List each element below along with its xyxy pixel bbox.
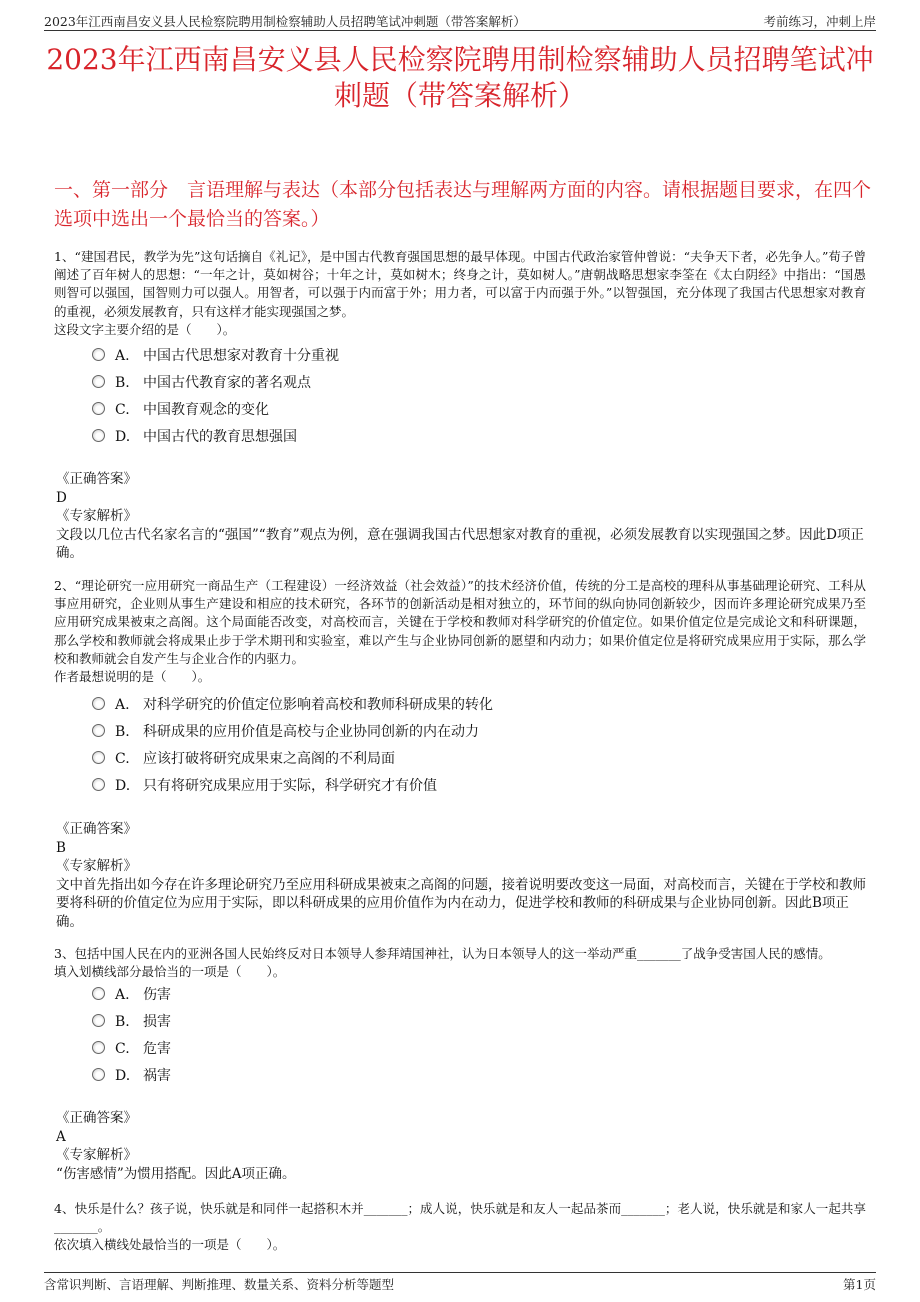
question-stem: 3、包括中国人民在内的亚洲各国人民始终反对日本领导人参拜靖国神社，认为日本领导人的这一举动严重_______了战争受害国人民的感情。 [54, 946, 831, 961]
option-b[interactable]: B. 中国古代教育家的著名观点 [92, 370, 339, 397]
question-stem: 4、快乐是什么？孩子说，快乐就是和同伴一起搭积木并_______；成人说，快乐就是和友人一起品茶而_______；老人说，快乐就是和家人一起共享_______。 [54, 1201, 866, 1235]
page-number: 第1页 [843, 1277, 876, 1292]
option-d[interactable]: D. 中国古代的教育思想强国 [92, 424, 339, 451]
radio-icon[interactable] [92, 697, 105, 710]
answer-block-3 [56, 1109, 866, 1183]
option-text: 损害 [143, 1014, 171, 1030]
answer-label: 《正确答案》 [56, 821, 137, 837]
radio-icon[interactable] [92, 1068, 105, 1081]
option-a[interactable]: A. 中国古代思想家对教育十分重视 [92, 343, 339, 370]
radio-icon[interactable] [92, 375, 105, 388]
radio-icon[interactable] [92, 751, 105, 764]
analysis-label: 《专家解析》 [56, 858, 137, 874]
answer-label: 《正确答案》 [56, 471, 137, 487]
question-2 [54, 577, 866, 686]
section-heading: 一、第一部分 言语理解与表达（本部分包括表达与理解两方面的内容。请根据题目要求，在四个选项中选出一个最恰当的答案。） [54, 179, 872, 230]
question-prompt: 这段文字主要介绍的是（ ）。 [54, 321, 236, 337]
document-title: 2023年江西南昌安义县人民检察院聘用制检察辅助人员招聘笔试冲刺题（带答案解析） [46, 43, 874, 112]
option-text: 中国古代的教育思想强国 [143, 429, 297, 445]
radio-icon[interactable] [92, 1041, 105, 1054]
radio-icon[interactable] [92, 1014, 105, 1027]
question-prompt: 依次填入横线处最恰当的一项是（ ）。 [54, 1237, 286, 1253]
question-4 [54, 1200, 866, 1255]
radio-icon[interactable] [92, 987, 105, 1000]
option-text: 中国教育观念的变化 [143, 402, 269, 418]
option-d[interactable]: D. 祸害 [92, 1063, 171, 1090]
option-a[interactable]: A. 对科学研究的价值定位影响着高校和教师科研成果的转化 [92, 692, 493, 719]
option-text: 只有将研究成果应用于实际，科学研究才有价值 [143, 778, 437, 794]
options-1 [92, 343, 339, 451]
option-text: 中国古代思想家对教育十分重视 [143, 348, 339, 364]
option-text: 危害 [143, 1041, 171, 1057]
question-stem: 1、“建国君民，教学为先”这句话摘自《礼记》，是中国古代教育强国思想的最早体现。中国古代政治家管仲曾说：“夫争天下者，必先争人。”荀子曾阐述了百年树人的思想：“一年之计，莫如树谷；十年之计，莫如树木；终身之计，莫如树人。”唐朝战略思想家李筌在《太白阴经》中指出：“国愚则智可以强国，国智则力可以强人。用智者，可以强于内而富于外；用力者，可以富于内而强于外。”以智强国，充分体现了我国古代思想家对教育的重视，必须发展教育，只有这样才能实现强国之梦。 [54, 249, 866, 319]
answer-label: 《正确答案》 [56, 1110, 137, 1126]
analysis-text: 文段以几位古代名家名言的“强国”“教育”观点为例，意在强调我国古代思想家对教育的重视，必须发展教育以实现强国之梦。因此D项正确。 [56, 526, 864, 561]
header-slogan: 考前练习，冲刺上岸 [763, 14, 876, 29]
question-1 [54, 248, 866, 339]
option-b[interactable]: B. 科研成果的应用价值是高校与企业协同创新的内在动力 [92, 719, 493, 746]
question-prompt: 作者最想说明的是（ ）。 [54, 669, 211, 685]
option-c[interactable]: C. 应该打破将研究成果束之高阁的不利局面 [92, 746, 493, 773]
option-b[interactable]: B. 损害 [92, 1009, 171, 1036]
question-prompt: 填入划横线部分最恰当的一项是（ ）。 [54, 964, 286, 980]
option-text: 伤害 [143, 987, 171, 1003]
correct-answer: D [56, 489, 67, 506]
analysis-label: 《专家解析》 [56, 1147, 137, 1163]
footer-note: 含常识判断、言语理解、判断推理、数量关系、资料分析等题型 [44, 1277, 395, 1292]
analysis-text: 文中首先指出如今存在许多理论研究乃至应用科研成果被束之高阁的问题，接着说明要改变这一局面，对高校而言，关键在于学校和教师要将科研的价值定位为应用于实际，即以科研成果的应用价值作为内在动力，促进学校和教师的科研成果与企业协同创新。因此B项正确。 [56, 876, 866, 930]
option-text: 对科学研究的价值定位影响着高校和教师科研成果的转化 [143, 697, 493, 713]
options-2 [92, 692, 493, 800]
radio-icon[interactable] [92, 724, 105, 737]
option-text: 科研成果的应用价值是高校与企业协同创新的内在动力 [143, 724, 479, 740]
correct-answer: B [56, 839, 66, 856]
option-c[interactable]: C. 中国教育观念的变化 [92, 397, 339, 424]
analysis-text: “伤害感情”为惯用搭配。因此A项正确。 [56, 1165, 296, 1182]
options-3 [92, 982, 171, 1090]
radio-icon[interactable] [92, 429, 105, 442]
radio-icon[interactable] [92, 778, 105, 791]
option-a[interactable]: A. 伤害 [92, 982, 171, 1009]
option-d[interactable]: D. 只有将研究成果应用于实际，科学研究才有价值 [92, 773, 493, 800]
question-3 [54, 945, 866, 981]
option-text: 中国古代教育家的著名观点 [143, 375, 311, 391]
analysis-label: 《专家解析》 [56, 508, 137, 524]
answer-block-1 [56, 470, 866, 563]
option-text: 祸害 [143, 1068, 171, 1084]
question-stem: 2、“理论研究一应用研究一商品生产（工程建设）一经济效益（社会效益）”的技术经济价值，传统的分工是高校的理科从事基础理论研究、工科从事应用研究，企业则从事生产建设和相应的技术研究，各环节的创新活动是相对独立的，环节间的纵向协同创新较少，因而许多理论研究成果乃至应用研究成果被束之高阁。这个局面能否改变，对高校而言，关键在于学校和教师对科学研究的价值定位。如果价值定位是完成论文和科研课题，那么学校和教师就会将成果止步于学术期刊和实验室，难以产生与企业协同创新的愿望和内动力；如果价值定位是将研究成果应用于实际，那么学校和教师就会自发产生与企业合作的内驱力。 [54, 578, 866, 666]
radio-icon[interactable] [92, 348, 105, 361]
option-text: 应该打破将研究成果束之高阁的不利局面 [143, 751, 395, 767]
correct-answer: A [56, 1128, 66, 1145]
page-footer [44, 1272, 876, 1293]
answer-block-2 [56, 820, 866, 931]
header-doc-title: 2023年江西南昌安义县人民检察院聘用制检察辅助人员招聘笔试冲刺题（带答案解析） [44, 14, 526, 29]
page-header [44, 8, 876, 31]
radio-icon[interactable] [92, 402, 105, 415]
option-c[interactable]: C. 危害 [92, 1036, 171, 1063]
